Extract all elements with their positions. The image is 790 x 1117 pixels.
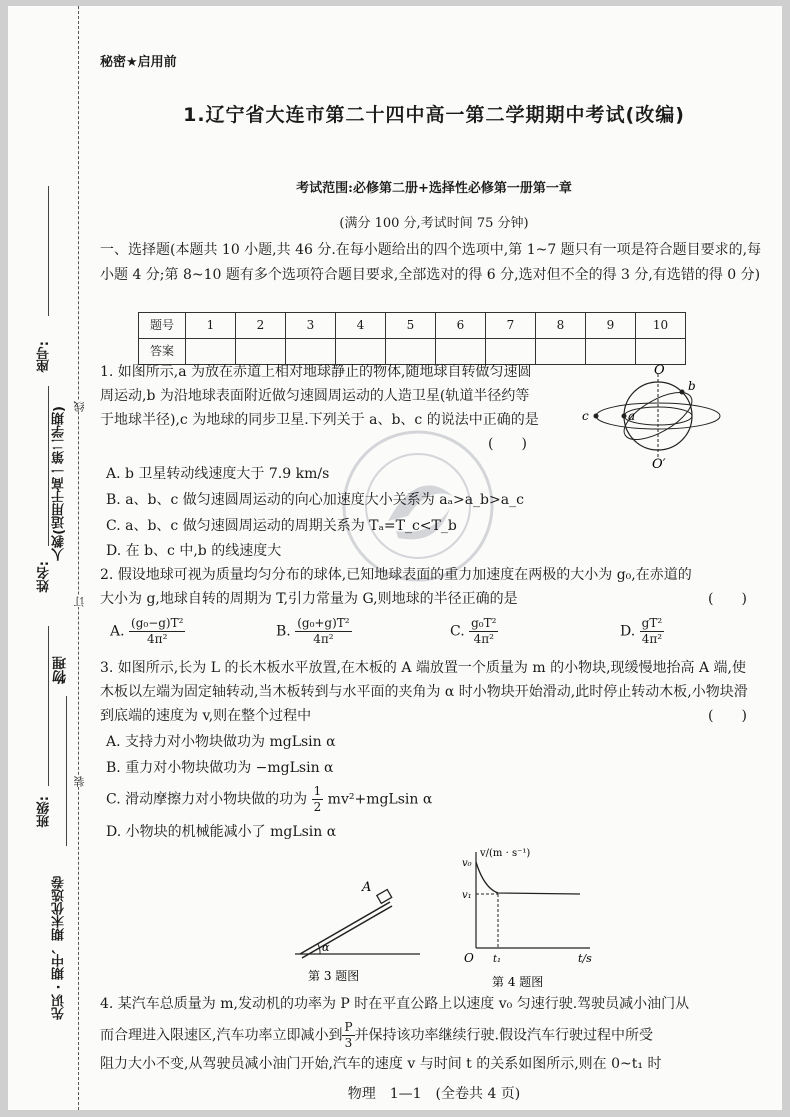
class-line [48,626,49,786]
fig4-t1: t₁ [493,954,502,965]
question-1-paren: ( ) [488,436,527,452]
question-3-stem: 3. 如图所示,长为 L 的长木板水平放置,在木板的 A 端放置一个质量为 m 的小物块,现缓慢地抬高 A 端,使木板以左端为固定轴转动,当木板转到与水平面的夹角为 α 时小物块开始滑动,此时停止转动木板,小物块滑到底端的速度为 v,则在整个过程中 [100,660,748,724]
question-3-option-a: A. 支持力对小物块做功为 mgLsin α [106,734,336,750]
q4-frac-numerator: P [344,1020,353,1034]
answer-cell[interactable] [636,339,686,365]
answer-number-7: 7 [486,313,536,339]
answer-table-row2-label: 答案 [139,339,186,365]
question-1-option-a: A. b 卫星转动线速度大于 7.9 km/s [106,466,330,482]
option-c-half [312,784,324,815]
option-b-label: B. [276,623,291,640]
brand-label: 先识 · 期中、期末优选卷 [52,876,67,1020]
exam-scope: 考试范围:必修第二册+选择性必修第一册第一章 [296,181,572,196]
fig3-label-alpha: α [322,941,330,954]
question-3-option-b: B. 重力对小物块做功为 −mgLsin α [106,760,334,776]
question-4-line-3: 阻力大小不变,从驾驶员减小油门开始,汽车的速度 v 与时间 t 的关系如图所示,则在 0~t₁ 时 [100,1056,662,1072]
fig4-v0: v₀ [462,858,472,869]
option-d-fraction [640,616,665,647]
option-b-fraction [295,616,351,647]
exam-info: (满分 100 分,考试时间 75 分钟) [339,216,529,231]
option-c-label: C. [450,623,465,640]
fig4-v1: v₁ [462,890,472,901]
question-1-stem: 1. 如图所示,a 为放在赤道上相对地球静止的物体,随地球自转做匀速圆周运动,b 为沿地球表面附近做匀速圆周运动的人造卫星(轨道半径约等于地球半径),c 为地球的同步卫星.下列关于 a、b、c 的说法中正确的是 [100,364,539,428]
answer-cell[interactable] [586,339,636,365]
answer-cell[interactable] [536,339,586,365]
fig4-origin: O [464,951,474,965]
seat-line [48,186,49,316]
option-c-tail: mv²+mgLsin α [327,791,433,808]
cut-mark-1: 线 [73,401,86,412]
answer-number-9: 9 [586,313,636,339]
fig1-label-O-prime: O′ [652,457,666,470]
answer-number-3: 3 [286,313,336,339]
fig4-caption: 第 4 题图 [492,975,544,989]
question-4-line-2-post: 并保持该功率继续行驶.假设汽车行驶过程中所受 [354,1027,653,1044]
question-4-line-2 [100,1020,768,1051]
binding-strip [8,6,96,1110]
answer-table-row1-label: 题号 [139,313,186,339]
exam-page [8,6,782,1110]
fig1-label-O: O [654,363,665,378]
cut-line [78,6,79,1110]
fig1-label-a: a [628,409,636,423]
answer-number-2: 2 [236,313,286,339]
option-d-denominator: 4π² [641,632,663,646]
question-4-line-1: 4. 某汽车总质量为 m,发动机的功率为 P 时在平直公路上以速度 v₀ 匀速行驶.驾驶员减小油门从 [100,996,690,1012]
seat-label: 座号: [37,341,52,373]
fig3-caption: 第 3 题图 [308,969,360,983]
secret-label: 秘密★启用前 [100,55,177,70]
question-1-figure [558,362,738,470]
fig4-xlabel: t/s [578,952,592,965]
subject-label: 物理 [52,656,68,684]
answer-table-header-row [139,313,686,339]
question-4-line-2-pre: 而合理进入限速区,汽车功率立即减小到 [100,1027,343,1044]
name-label: 姓名: [37,561,52,593]
half-numerator: 1 [313,784,322,798]
question-4-figure [460,844,610,992]
option-c-denominator: 4π² [473,632,494,646]
answer-number-5: 5 [386,313,436,339]
option-c-text: C. 滑动摩擦力对小物块做的功为 [106,791,308,808]
option-c-fraction [469,616,498,647]
option-b-denominator: 4π² [313,632,334,646]
page-footer: 物理 1—1 (全卷共 4 页) [347,1086,521,1102]
name-line [48,386,49,546]
question-2-stem: 2. 假设地球可视为质量均匀分布的球体,已知地球表面的重力加速度在两极的大小为 g₀,在赤道的大小为 g,地球自转的周期为 T,引力常量为 G,则地球的半径正确的是 [100,567,692,607]
option-a-label: A. [110,623,125,640]
answer-number-4: 4 [336,313,386,339]
fig4-ylabel: v/(m · s⁻¹) [480,848,531,859]
answer-number-6: 6 [436,313,486,339]
cut-mark-3: 装 [73,776,86,787]
answer-number-1: 1 [186,313,236,339]
q4-frac-denominator: 3 [344,1036,353,1050]
half-denominator: 2 [313,800,322,814]
answer-table [138,312,686,365]
question-2-option-d [620,616,664,647]
question-2-option-b [276,616,352,647]
exam-content [100,6,768,1110]
question-2-paren: ( ) [708,591,747,607]
class-label: 班级: [37,796,52,828]
subject-line [66,696,67,846]
question-3-option-d: D. 小物块的机械能减小了 mgLsin α [106,824,337,840]
answer-number-8: 8 [536,313,586,339]
question-1-option-d: D. 在 b、c 中,b 的线速度大 [106,543,282,559]
option-d-label: D. [620,623,636,640]
question-2-option-c [450,616,498,647]
option-a-fraction [129,616,185,647]
question-3-option-c [106,784,432,815]
option-c-numerator: g₀T² [471,616,497,630]
option-b-numerator: (g₀+g)T² [297,616,350,630]
question-3-paren: ( ) [708,708,747,724]
edition-label: 人教(适用于高一第二学期) [52,406,67,561]
option-a-numerator: (g₀−g)T² [131,616,184,630]
fig1-label-c: c [582,409,589,423]
page-title: 1.辽宁省大连市第二十四中高一第二学期期中考试(改编) [183,104,685,126]
question-1-option-b: B. a、b、c 做匀速圆周运动的向心加速度大小关系为 aₐ>a_b>a_c [106,492,524,508]
question-2-option-a [110,616,185,647]
option-d-numerator: gT² [641,616,663,630]
question-4-fraction [342,1020,354,1051]
question-3-figure [280,876,430,986]
answer-number-10: 10 [636,313,686,339]
fig1-label-b: b [688,379,696,393]
cut-mark-2: 订 [73,596,86,607]
section-intro: 一、选择题(本题共 10 小题,共 46 分.在每小题给出的四个选项中,第 1~7 题只有一项是符合题目要求的,每小题 4 分;第 8~10 题有多个选项符合题目要求,全部选对的得 6 分,选对但不全的得 3 分,有选错的得 0 分) [100,242,762,283]
option-a-denominator: 4π² [147,632,168,646]
fig3-label-A: A [362,880,372,895]
question-1-option-c: C. a、b、c 做匀速圆周运动的周期关系为 Tₐ=T_c<T_b [106,518,457,534]
